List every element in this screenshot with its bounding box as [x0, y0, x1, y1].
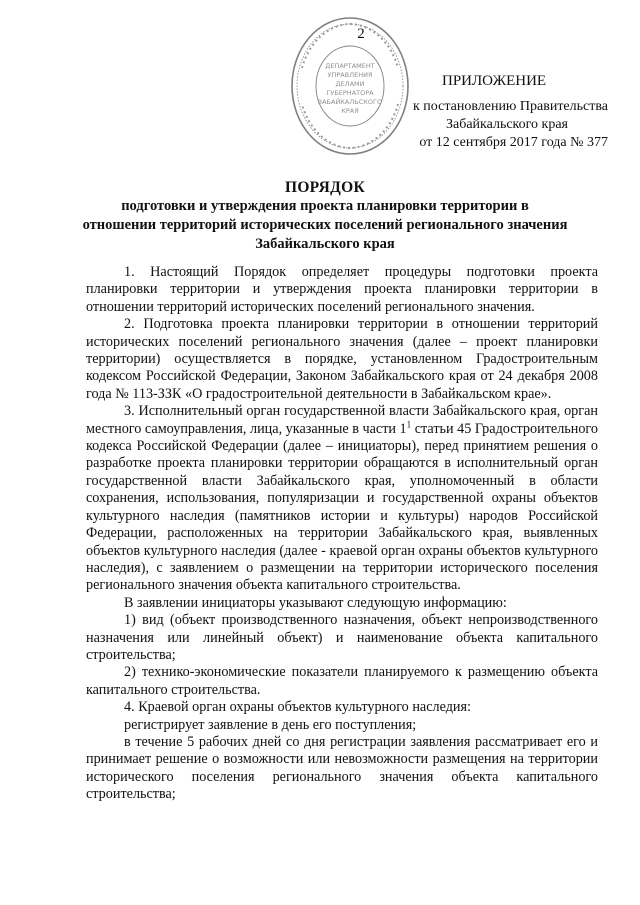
paragraph-6: 2) технико-экономические показатели планируемого к размещению объекта капитального строительства. — [86, 664, 598, 698]
paragraph-7: 4. Краевой орган охраны объектов культурного наследия: — [124, 699, 471, 716]
paragraph-9: в течение 5 рабочих дней со дня регистрации заявления рассматривает его и принимает решение о возможности или невозможности размещения на территории исторического поселения регионального значения объекта капитального строительства; — [86, 733, 598, 803]
title-heading: ПОРЯДОК — [284, 179, 366, 196]
title-line-4: Забайкальского края — [255, 236, 395, 252]
paragraph-4: В заявлении инициаторы указывают следующую информацию: — [124, 594, 507, 611]
page-number: 2 — [357, 26, 365, 42]
paragraph-3-part-a: 3. Исполнительный орган государственной власти Забайкальского края, орган местного самоуправления, лица, указанные в части 1 — [86, 403, 598, 437]
appendix-line-3: от 12 сентября 2017 года № 377 — [419, 135, 608, 150]
appendix-line-2: Забайкальского края — [445, 117, 568, 132]
paragraph-5: 1) вид (объект производственного назначения, объект непроизводственного назначения или линейный объект) и наименование объекта капитального строительства; — [86, 612, 598, 663]
svg-text:ГУБЕРНАТОРА: ГУБЕРНАТОРА — [326, 89, 374, 97]
svg-text:КРАЯ: КРАЯ — [341, 107, 359, 115]
document-body — [86, 264, 598, 804]
title-line-2: подготовки и утверждения проекта планировки территории в — [121, 198, 529, 214]
svg-text:ЗАБАЙКАЛЬСКОГО: ЗАБАЙКАЛЬСКОГО — [317, 98, 383, 106]
svg-text:ДЕЛАМИ: ДЕЛАМИ — [335, 80, 365, 88]
paragraph-2: 2. Подготовка проекта планировки территории в отношении территорий исторических поселений регионального значения (далее – проект планировки территории) осуществляется в порядке, установленном Градостроительным кодексом Российской Федерации, Законом Забайкальского края от 24 декабря 2008 года № 113-ЗЗК «О градостроительной деятельности в Забайкальском крае». — [86, 316, 598, 402]
paragraph-3-superscript: 1 — [406, 418, 412, 429]
paragraph-3 — [86, 403, 598, 594]
paragraph-1: 1. Настоящий Порядок определяет процедуры подготовки проекта планировки территории и утверждения проекта планировки территории в отношении территорий исторических поселений регионального значения. — [86, 264, 598, 315]
svg-text:УПРАВЛЕНИЯ: УПРАВЛЕНИЯ — [327, 71, 373, 79]
appendix-line-1: к постановлению Правительства — [412, 99, 608, 114]
document-title — [60, 178, 590, 254]
paragraph-8: регистрирует заявление в день его поступления; — [124, 716, 417, 733]
title-line-3: отношении территорий исторических поселений регионального значения — [82, 217, 568, 233]
appendix-title: ПРИЛОЖЕНИЕ — [442, 73, 547, 89]
svg-text:ДЕПАРТАМЕНТ: ДЕПАРТАМЕНТ — [325, 62, 375, 70]
paragraph-3-part-b: статьи 45 Градостроительного кодекса Российской Федерации (далее – инициаторы), перед принятием решения о разработке проекта планировки территории обращаются в исполнительный орган государственной власти Забайкальского края, уполномоченный в области сохранения, использования, популяризации и государственной охраны объектов культурного наследия (памятников истории и культуры) народов Российской Федерации, расположенных на территории Забайкальского края, выявленных объектов культурного наследия (далее - краевой орган охраны объектов культурного наследия), с заявлением о размещении на территории исторического поселения регионального значения объекта капитального строительства. — [86, 420, 598, 594]
